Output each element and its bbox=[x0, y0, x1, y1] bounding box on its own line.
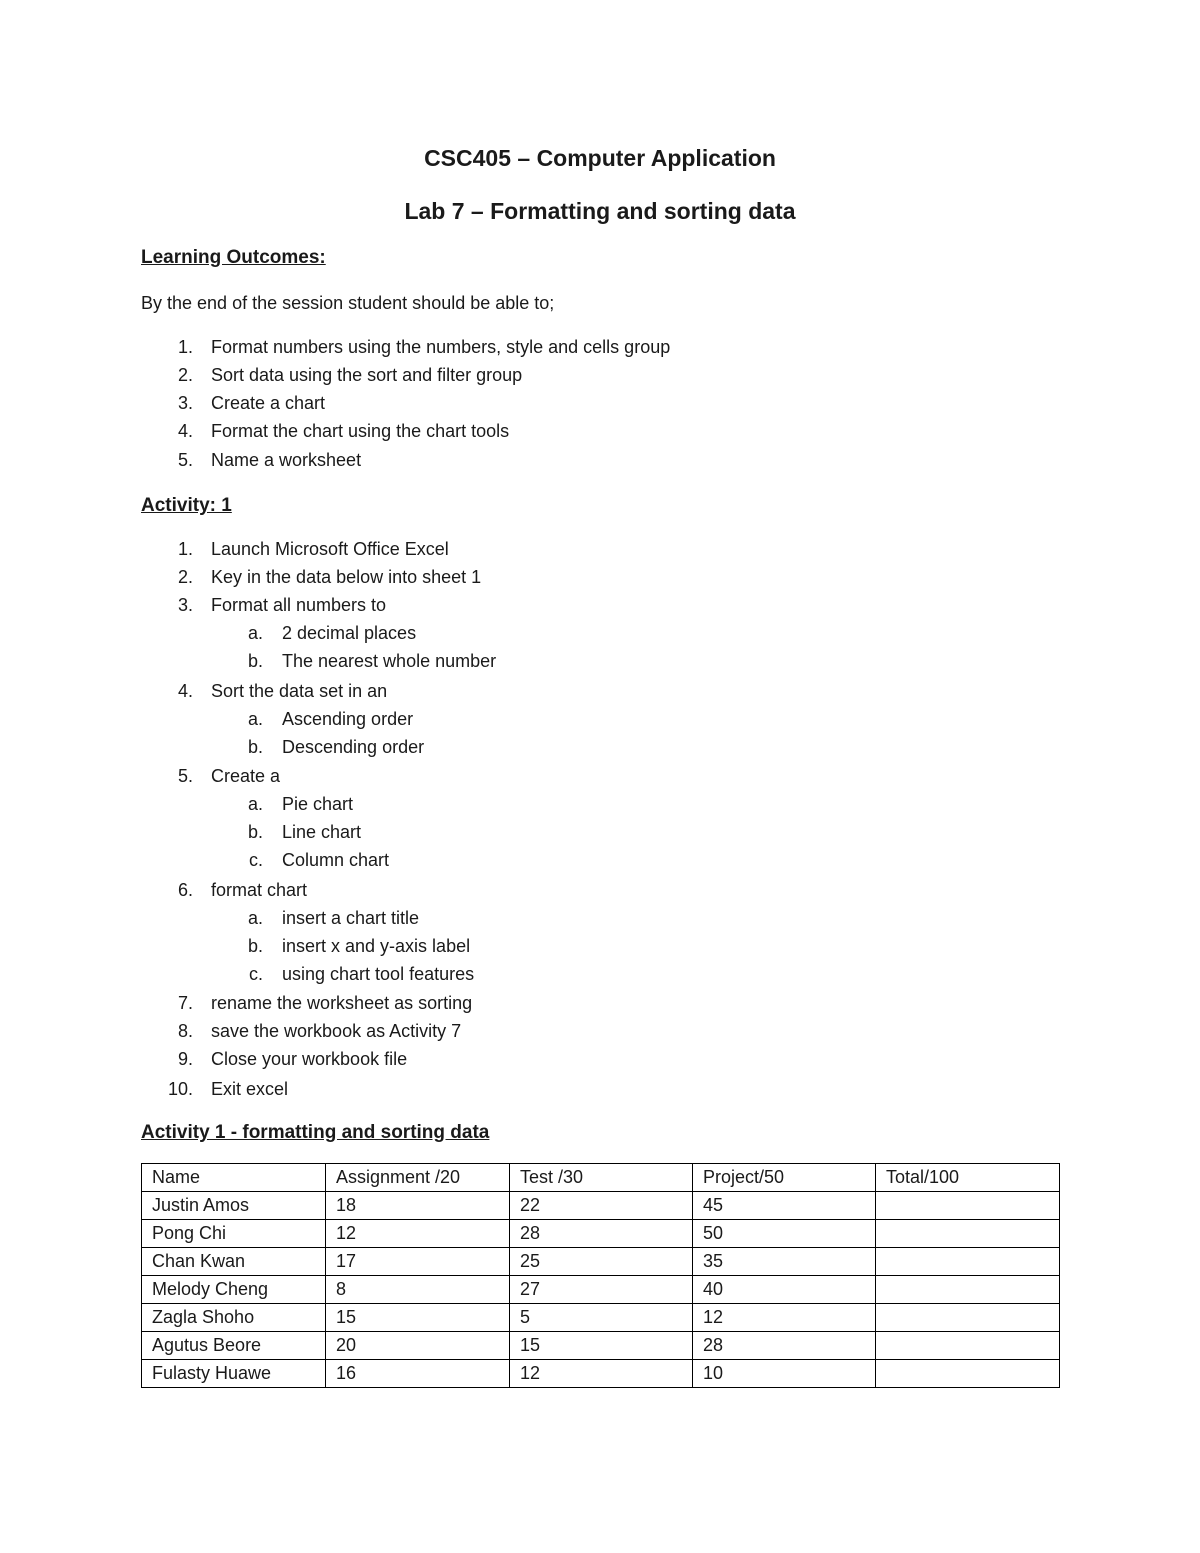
table-cell: 20 bbox=[326, 1332, 510, 1360]
column-header: Assignment /20 bbox=[326, 1164, 510, 1192]
table-cell: 8 bbox=[326, 1276, 510, 1304]
table-cell: 15 bbox=[510, 1332, 693, 1360]
table-cell: 25 bbox=[510, 1248, 693, 1276]
table-cell: Melody Cheng bbox=[142, 1276, 326, 1304]
learning-outcomes-intro: By the end of the session student should be able to; bbox=[141, 293, 555, 313]
grades-table bbox=[141, 1163, 1060, 1388]
table-cell bbox=[876, 1304, 1060, 1332]
table-cell: 35 bbox=[693, 1248, 876, 1276]
table-cell: Zagla Shoho bbox=[142, 1304, 326, 1332]
activity-heading: Activity: 1 bbox=[141, 495, 232, 516]
column-header: Name bbox=[142, 1164, 326, 1192]
document-page: CSC405 – Computer Application Lab 7 – Formatting and sorting data Learning Outcomes: By the end of the session student should be able to; 1. Format numbers using the numbers, style and cells group 2. Sort data using the sort and filter group 3. Create a chart 4. Format the chart using the chart tools 5. Name a worksheet Activity: 1 1. Launch Microsoft Office Excel 2. Key in the data below into sheet 1 3. Format all numbers to a. 2 decimal places b. The nearest whole number 4. Sort the data set in an a. Ascending order b. Descending order 5. Create a a. Pie chart b. Line chart c. Column chart 6. format chart a. insert a chart title b. insert x and y-axis label c. using chart tool features 7. rename the worksheet as sorting 8. save the workbook as Activity 7 9. Close your workbook file 10. Exit excel Activity 1 - formatting and sorting data Name Assignment /20 Test /30 Project/50 Total/100 Justin Amos 18 22 45 Pong Chi 12 28 50 Chan Kwan 17 25 35 Melody Cheng 8 27 40 Zagla Shoho 15 5 12 Agutus Beore 20 15 28 Fulasty Huawe 16 12 10 bbox=[0, 0, 1200, 1553]
table-cell: 12 bbox=[693, 1304, 876, 1332]
table-row bbox=[142, 1360, 1060, 1388]
table-cell: 10 bbox=[693, 1360, 876, 1388]
table-cell: 28 bbox=[693, 1332, 876, 1360]
table-cell bbox=[876, 1332, 1060, 1360]
column-header: Total/100 bbox=[876, 1164, 1060, 1192]
course-title: CSC405 – Computer Application bbox=[424, 145, 776, 171]
table-cell: Pong Chi bbox=[142, 1220, 326, 1248]
table-row bbox=[142, 1192, 1060, 1220]
table-cell: 15 bbox=[326, 1304, 510, 1332]
table-cell: 17 bbox=[326, 1248, 510, 1276]
table-row bbox=[142, 1220, 1060, 1248]
table-cell: Fulasty Huawe bbox=[142, 1360, 326, 1388]
learning-outcomes-heading: Learning Outcomes: bbox=[141, 247, 326, 268]
table-cell: 12 bbox=[326, 1220, 510, 1248]
column-header: Test /30 bbox=[510, 1164, 693, 1192]
table-cell: 27 bbox=[510, 1276, 693, 1304]
table-heading: Activity 1 - formatting and sorting data bbox=[141, 1122, 490, 1143]
table-row bbox=[142, 1248, 1060, 1276]
table-cell: 12 bbox=[510, 1360, 693, 1388]
table-row bbox=[142, 1276, 1060, 1304]
table-cell bbox=[876, 1276, 1060, 1304]
table-cell bbox=[876, 1248, 1060, 1276]
lab-title: Lab 7 – Formatting and sorting data bbox=[404, 198, 796, 224]
table-cell: Agutus Beore bbox=[142, 1332, 326, 1360]
table-row bbox=[142, 1332, 1060, 1360]
table-cell: 45 bbox=[693, 1192, 876, 1220]
table-cell: 16 bbox=[326, 1360, 510, 1388]
table-cell: 50 bbox=[693, 1220, 876, 1248]
table-cell bbox=[876, 1192, 1060, 1220]
table-cell: 22 bbox=[510, 1192, 693, 1220]
table-cell: 40 bbox=[693, 1276, 876, 1304]
table-cell: 5 bbox=[510, 1304, 693, 1332]
table-cell: 18 bbox=[326, 1192, 510, 1220]
table-row bbox=[142, 1304, 1060, 1332]
table-cell: Chan Kwan bbox=[142, 1248, 326, 1276]
column-header: Project/50 bbox=[693, 1164, 876, 1192]
table-cell bbox=[876, 1220, 1060, 1248]
table-header-row bbox=[142, 1164, 1060, 1192]
table-cell: Justin Amos bbox=[142, 1192, 326, 1220]
table-cell: 28 bbox=[510, 1220, 693, 1248]
table-cell bbox=[876, 1360, 1060, 1388]
